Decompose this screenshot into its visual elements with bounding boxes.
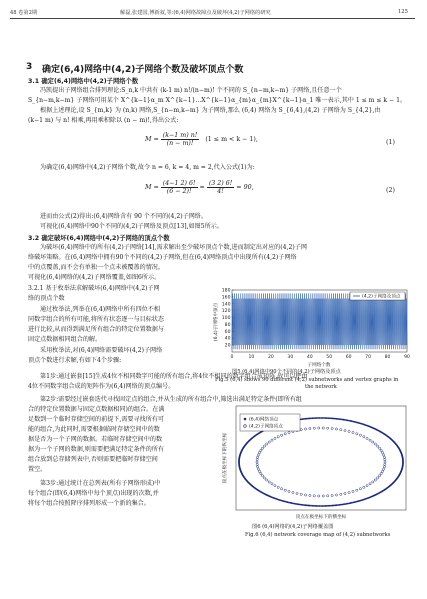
- figure-6-subnetwork-vertex: [383, 456, 385, 458]
- para6-line2: 顶点个数进行求解,有如下4个步骤:: [28, 357, 122, 364]
- figure-6-subnetwork-vertex: [263, 477, 265, 479]
- figure-6-subnetwork-vertex: [258, 470, 260, 472]
- figure-6-subnetwork-vertex: [331, 494, 333, 496]
- figure-6-subnetwork-vertex: [356, 489, 358, 491]
- figure-6-subnetwork-vertex: [304, 494, 306, 496]
- figure-6-subnetwork-vertex: [327, 427, 329, 429]
- figure-5-xtick-label: 0: [230, 355, 234, 360]
- figure-6-subnetwork-vertex: [376, 477, 378, 479]
- equation-2: M = $\frac{(4-1 2) 6!}{(6 - 2)!}$ = $\frac{(3 2) 6!}{4!}$ = 90,: [145, 180, 254, 195]
- section-title: 确定(6,4)网络中(4,2)子网络个数及破坏顶点个数: [42, 65, 244, 75]
- figure-5-xtick-label: 20: [267, 355, 274, 360]
- figure-6-legend-label-1: (6,4)网络顶点: [249, 417, 279, 423]
- step2-line4: 能的组合,为此同时,需要根据临时存储空间中的数: [28, 426, 160, 433]
- figure-6-subnetwork-vertex: [378, 475, 380, 477]
- figure-6-subnetwork-vertex: [257, 466, 259, 468]
- figure-5-caption-cn: 图5 (6,4)网络中90个不同的(4,2)子网络及顶点: [232, 369, 341, 375]
- figure-6-subnetwork-vertex: [258, 452, 260, 454]
- para4-line2: 络破坏策略。在(6,4)网络中拥有90个不同的(4,2)子网络,但在(6,4)网络顶点中出现所有(4,2)子网络: [28, 254, 297, 261]
- figure-6-subnetwork-vertex: [256, 459, 258, 461]
- figure-6-subnetwork-vertex: [261, 447, 263, 449]
- figure-5-xtick-label: 30: [287, 355, 294, 360]
- figure-6-subnetwork-vertex: [296, 492, 298, 494]
- subsubsection-3-2-1-title-cont: 络的顶点个数: [28, 295, 65, 302]
- figure-6-subnetwork-vertex: [313, 495, 315, 497]
- figure-6-subnetwork-vertex: [318, 427, 320, 429]
- step2-line1: 第2步:需要经过嵌套迭代寻找固定点的组合,并从生成的所有组合中,筛选出满足特定条件(即所有组: [40, 396, 303, 403]
- figure-6-subnetwork-vertex: [344, 429, 346, 431]
- para3-line1: 进而由公式(2)得出:(6,4)网络含有 90 个不同的(4,2)子网络。: [40, 213, 207, 220]
- figure-5-ytick-label: 120: [221, 309, 231, 315]
- figure-6-subnetwork-vertex: [380, 449, 382, 451]
- figure-5-series-line: [232, 293, 407, 349]
- figure-5-ytick-label: 180: [221, 288, 231, 294]
- figure-5-ytick-label: 60: [224, 329, 231, 335]
- header-center: 解磊,张建国,傅新叙,等:(6,4)网络故障点及破坏(4,2)子网络的研究: [120, 10, 271, 16]
- figure-6-subnetwork-vertex: [284, 489, 286, 491]
- para5-line4: 固定点数据相同组合的解。: [28, 336, 102, 343]
- figure-6-subnetwork-vertex: [261, 475, 263, 477]
- figure-6-subnetwork-vertex: [363, 436, 365, 438]
- figure-6-legend-swatch-1: [244, 418, 247, 421]
- figure-6-subnetwork-vertex: [300, 429, 302, 431]
- figure-6-subnetwork-vertex: [372, 481, 374, 483]
- figure-6-subnetwork-vertex: [344, 492, 346, 494]
- figure-6-chart: [218, 404, 410, 522]
- equation-1: M = $\frac{(k-1 m) n!}{(n - m)!}$ (1 ≤ m < k − 1),: [145, 132, 258, 147]
- figure-5-ytick-label: 100: [221, 316, 231, 322]
- figure-6-subnetwork-vertex: [288, 490, 290, 492]
- figure-6-subnetwork-vertex: [274, 485, 276, 487]
- step2-line8: 置空。: [28, 466, 47, 473]
- figure-6-subnetwork-vertex: [318, 495, 320, 497]
- para5-line2: 同数字组合的所有可能,将所有状态逐一与目标状态: [28, 316, 164, 323]
- para1-line3: 根据上述理论,设 S_{m,k} 为 (n,k) 网络,S_{n−m,k−m} 为子网络,那么 (6,4) 网络为 S_{6,4},(4,2) 子网络为 S_{4,2},由: [40, 107, 381, 114]
- figure-6-subnetwork-vertex: [281, 434, 283, 436]
- figure-6-subnetwork-vertex: [266, 479, 268, 481]
- figure-6-subnetwork-vertex: [257, 456, 259, 458]
- equation-1-number: (1): [386, 139, 395, 146]
- figure-5-ytick-label: 140: [221, 302, 231, 308]
- figure-6-subnetwork-vertex: [260, 473, 262, 475]
- figure-6-subnetwork-vertex: [281, 488, 283, 490]
- figure-6-subnetwork-vertex: [271, 439, 273, 441]
- figure-6-ylabel: 顶点在极坐标下的纵坐标: [223, 432, 228, 484]
- subsection-3-1-title: 3.1 确定(6,4)网络中(4,2)子网络个数: [28, 78, 139, 85]
- figure-6-subnetwork-vertex: [335, 494, 337, 496]
- para4-line4: 可视化(6,4)网络的(4,2)子网络覆盖,如图6所示。: [28, 274, 161, 281]
- figure-6-subnetwork-vertex: [268, 481, 270, 483]
- figure-5-xtick-label: 70: [365, 355, 372, 360]
- figure-6-subnetwork-vertex: [256, 461, 258, 463]
- subsection-3-2-title: 3.2 确定破坏(6,4)网络中(4,2)子网络的顶点个数: [28, 235, 170, 242]
- figure-6-subnetwork-vertex: [268, 441, 270, 443]
- step2-line2: 合的特定位置数据与固定点数据相同)的组合。在满: [28, 406, 165, 413]
- figure-5-xtick-label: 50: [326, 355, 333, 360]
- figure-6-subnetwork-vertex: [335, 428, 337, 430]
- para5-line3: 进行比较,从而得到满足所有组合的特定位置数据与: [28, 326, 164, 333]
- figure-6-subnetwork-vertex: [352, 490, 354, 492]
- figure-5-xlabel: 子网络个数: [307, 363, 331, 368]
- figure-6-subnetwork-vertex: [309, 494, 311, 496]
- figure-5-ytick-label: 160: [221, 295, 231, 301]
- figure-6-subnetwork-vertex: [288, 431, 290, 433]
- equation-2-number: (2): [386, 187, 395, 194]
- figure-6-inner-vertices: [256, 427, 386, 497]
- figure-6-subnetwork-vertex: [322, 495, 324, 497]
- figure-6-caption-cn: 图6 (6,4)网络的(4,2)子网络覆盖图: [252, 524, 334, 530]
- figure-6-subnetwork-vertex: [277, 486, 279, 488]
- header-left: 48 卷第2期: [10, 10, 38, 16]
- figure-6-subnetwork-vertex: [369, 439, 371, 441]
- figure-5-caption-en-2: the network: [305, 384, 337, 390]
- figure-5-xtick-label: 40: [306, 355, 313, 360]
- step1-line1: 第1步:通过嵌套[15]生成4位不相同数字可能的所有组合,将4位不相同的数字组合成矩阵,故可以把由: [40, 373, 308, 380]
- para6-line1: 采用枚举法,对(6,4)网络需要破坏(4,2)子网络: [40, 347, 163, 354]
- step2-line6: 据为一个子网的数据,则需要把满足特定条件的所有: [28, 446, 164, 453]
- step2-line3: 足数到一个临时存储空间的前提下,需要寻找所有可: [28, 416, 164, 423]
- figure-5-xtick-label: 80: [384, 355, 391, 360]
- figure-5-ytick-label: 20: [224, 343, 231, 349]
- figure-6-vertex-point: [402, 460, 404, 462]
- figure-6-subnetwork-vertex: [348, 430, 350, 432]
- figure-6-subnetwork-vertex: [340, 493, 342, 495]
- figure-6-subnetwork-vertex: [380, 473, 382, 475]
- figure-6-subnetwork-vertex: [381, 470, 383, 472]
- figure-6-subnetwork-vertex: [383, 466, 385, 468]
- para5-line1: 通过枚举法,列举在(6,4)网络中所有四位不相: [40, 306, 160, 313]
- figure-6-subnetwork-vertex: [263, 445, 265, 447]
- figure-6-xlabel: 顶点在极坐标下的横坐标: [295, 515, 347, 520]
- figure-6-subnetwork-vertex: [383, 454, 385, 456]
- figure-6-subnetwork-vertex: [284, 433, 286, 435]
- figure-6-subnetwork-vertex: [256, 463, 258, 465]
- figure-6-subnetwork-vertex: [322, 427, 324, 429]
- figure-6-subnetwork-vertex: [376, 445, 378, 447]
- step3-line1: 第3步:通过统计在总列表(所有子网络形成)中: [40, 480, 161, 487]
- figure-6-subnetwork-vertex: [383, 468, 385, 470]
- step3-line2: 每个组合(即(6,4)网络中每个顶点)出现的次数,并: [28, 490, 159, 497]
- para3-line2: 可视化(6,4)网络中90个不同的(4,2)子网络及顶点[13],如图5所示。: [40, 223, 223, 230]
- figure-6-subnetwork-vertex: [369, 483, 371, 485]
- figure-6-subnetwork-vertex: [384, 459, 386, 461]
- figure-5-xtick-label: 60: [345, 355, 352, 360]
- figure-6-subnetwork-vertex: [359, 434, 361, 436]
- figure-5-ylabel: (6,4)子网络中顶点: [214, 302, 219, 342]
- figure-6-legend-label-2: (4,2)子网络顶点: [249, 424, 283, 430]
- figure-6-subnetwork-vertex: [260, 449, 262, 451]
- section-number: 3: [26, 62, 33, 72]
- para1-line1: 冯凯提出子网络组合排列理论:S_n,k 中共有 (k-1 m) n!/(n−m)! 个不同的 S_{n−m,k−m} 子网络,且任意一个: [40, 87, 342, 94]
- para2: 为确定(6,4)网络中(4,2)子网络个数,故令 n = 6, k = 4, m = 2,代入公式(1)为:: [40, 164, 255, 171]
- figure-5-caption-en-1: Fig.5 (6,4) shows 90 different (4,2) subnetworks and vertex graphs in: [215, 377, 399, 383]
- step2-line7: 组合放到总存储列表中,否则需要把临时存储空间: [28, 456, 158, 463]
- figure-6-subnetwork-vertex: [309, 427, 311, 429]
- step1-line2: 4位不同数字组合成的矩阵作为(6,4)网络的顶点编号。: [28, 383, 175, 390]
- figure-6-subnetwork-vertex: [378, 447, 380, 449]
- figure-6-subnetwork-vertex: [331, 427, 333, 429]
- figure-6-subnetwork-vertex: [356, 433, 358, 435]
- figure-6-caption-en: Fig.6 (6,4) network coverage map of (4,2) subnetworks: [245, 532, 391, 538]
- figure-6-subnetwork-vertex: [352, 431, 354, 433]
- subsubsection-3-2-1-title: 3.2.1 基于枚举法求解破坏(6,4)网络中(4,2)子网: [28, 285, 160, 292]
- figure-6-subnetwork-vertex: [274, 437, 276, 439]
- figure-6-subnetwork-vertex: [384, 461, 386, 463]
- para4-line3: 中的点覆盖,而不会有单独一个点未被覆盖的情况。: [28, 264, 164, 271]
- figure-6-subnetwork-vertex: [292, 491, 294, 493]
- figure-6-subnetwork-vertex: [372, 441, 374, 443]
- figure-5-xtick-label: 10: [248, 355, 255, 360]
- figure-6-subnetwork-vertex: [340, 429, 342, 431]
- header-rule: [10, 18, 415, 19]
- figure-6-subnetwork-vertex: [266, 443, 268, 445]
- figure-6-subnetwork-vertex: [313, 427, 315, 429]
- para1-line4: (k−1 m) 与 n! 相乘,再用乘积除以 (n − m)!,得出公式:: [28, 117, 179, 124]
- figure-6-subnetwork-vertex: [363, 486, 365, 488]
- figure-6-subnetwork-vertex: [304, 428, 306, 430]
- figure-6-subnetwork-vertex: [271, 483, 273, 485]
- figure-5-legend-label: (4,2)子网络及顶点: [362, 294, 401, 300]
- figure-6-subnetwork-vertex: [366, 485, 368, 487]
- figure-6-subnetwork-vertex: [374, 479, 376, 481]
- header-page-number: 125: [398, 9, 408, 15]
- figure-6-subnetwork-vertex: [359, 488, 361, 490]
- figure-6-subnetwork-vertex: [327, 495, 329, 497]
- figure-5-chart: [212, 286, 412, 368]
- figure-6-subnetwork-vertex: [277, 436, 279, 438]
- step3-line3: 将每个组合按照降序排列形成一个新的集合。: [28, 500, 150, 507]
- figure-5-ytick-label: 40: [224, 336, 231, 342]
- figure-6-subnetwork-vertex: [348, 491, 350, 493]
- figure-6-subnetwork-vertex: [366, 437, 368, 439]
- figure-6-subnetwork-vertex: [381, 452, 383, 454]
- figure-6-subnetwork-vertex: [257, 468, 259, 470]
- para1-line2: S_{n−m,k−m} 子网络可用某个 X^{k−1}α_m X^{k−1}...X^{k−1}α_{m}α_{m}X^{k−1}α_1 唯一表示,其中 1 ≤ m ≤ k − 1。: [28, 97, 407, 104]
- step2-line5: 据是否为一个子网的数据。若临时存储空间中的数: [28, 436, 163, 443]
- figure-6-subnetwork-vertex: [374, 443, 376, 445]
- figure-6-subnetwork-vertex: [300, 493, 302, 495]
- figure-5-ytick-label: 80: [224, 322, 231, 328]
- para4-line1: 为破坏(6,4)网络中的所有(4,2)子网络[14],需求解出至少破坏顶点个数,进而制定出对应的(4,2)子网: [40, 244, 307, 251]
- figure-5-xtick-label: 90: [404, 355, 410, 360]
- figure-6-subnetwork-vertex: [257, 454, 259, 456]
- figure-6-subnetwork-vertex: [384, 463, 386, 465]
